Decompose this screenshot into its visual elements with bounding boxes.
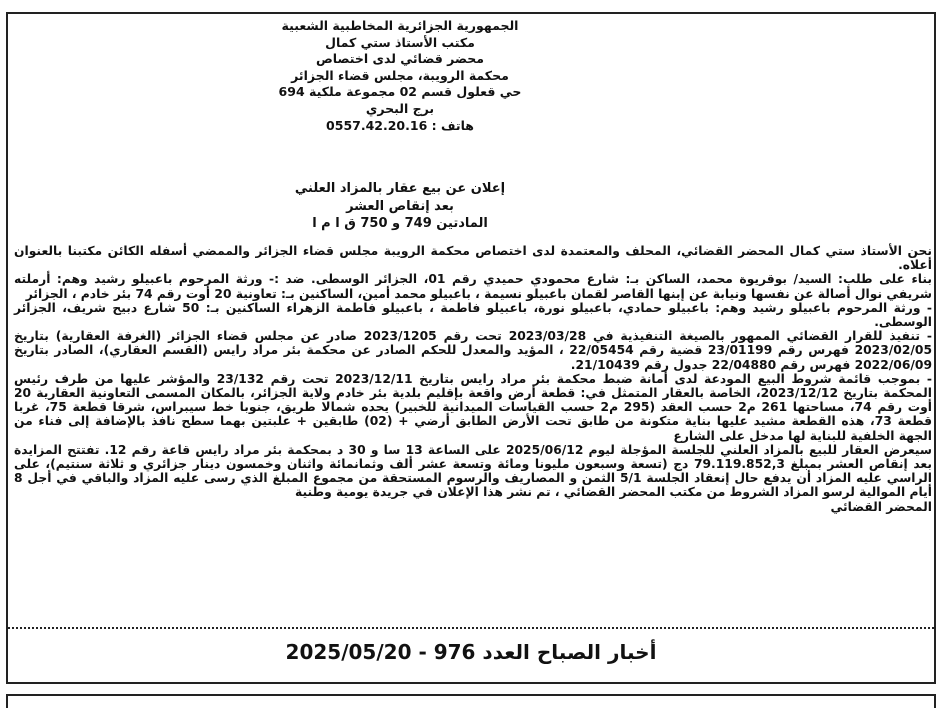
header-line: الجمهورية الجزائرية المخاطبية الشعبية bbox=[281, 18, 519, 33]
notice-title bbox=[250, 180, 550, 233]
title-line: بعد إنقاص العشر bbox=[346, 198, 454, 214]
header-line: هاتف : 0557.42.20.16 bbox=[326, 117, 474, 133]
header-line: برج البحري bbox=[365, 100, 435, 116]
body-paragraph: سيعرض العقار للبيع بالمزاد العلني للجلسة المؤجلة ليوم 2025/06/12 على الساعة 13 سا و 30 د بمحكمة بئر مراد رايس قاعة رقم 12. تفتتح المزايدة بعد إنقاص العشر بمبلغ 79.119.852,3 دج (تسعة وسبعون مليونا ومائة وتسعة عشر ألف وثمانمائة واثنان وخمسون دينار جزائري و ثلاثة سنتيم)، على الراسي عليه المزاد أن يدفع حال إنعقاد الجلسة 5/1 الثمن و المصاريف والرسوم المستحقة من مجموع المبلغ الذي رسى عليه المزاد والباقي في أجل 8 أيام الموالية لرسو المزاد الشروط من مكتب المحضر القضائي ، تم نشر هذا الإعلان في جريدة يومية وطنية bbox=[14, 442, 933, 500]
title-line: إعلان عن بيع عقار بالمزاد العلني bbox=[294, 181, 506, 196]
notice-body bbox=[14, 244, 932, 514]
body-paragraph: نحن الأستاذ ستي كمال المحضر القضائي، المحلف والمعتمدة لدى اختصاص محكمة الرويبة مجلس قضاء الجزائر والممضي أسفله الكائن مكتبنا بالعنوان أعلاه. bbox=[14, 244, 932, 273]
signature-line: المحضر القضائي bbox=[830, 499, 932, 514]
header-line: حي قعلول قسم 02 مجموعة ملكية 694 bbox=[278, 84, 522, 100]
dotted-separator bbox=[8, 627, 934, 629]
office-header bbox=[200, 18, 600, 134]
header-line: محضر قضائي لدى اختصاص bbox=[315, 51, 485, 67]
body-paragraph: - ورثة المرحوم باعبيلو رشيد وهم: باعبيلو حمادي، باعبيلو نورة، باعبيلو فاطمة ، باعبيلو فاطمة الزهراء الساكنين بـ: 50 شارع دبيح شريف، الجزائر الوسطى. bbox=[14, 300, 932, 330]
title-line: المادتين 749 و 750 ق ا م ا bbox=[312, 216, 488, 231]
body-paragraph: بناء على طلب: السيد/ بوقريوة محمد، الساكن بـ: شارع محمودي حميدي رقم 01، الجزائر الوسطى. ضد :- ورثة المرحوم باعبيلو رشيد وهم: أرملته شريفي نوال أصالة عن نفسها ونيابة عن إبنها القاصر لقمان باعبيلو نسيمة ، باعبيلو محمد أمين، الساكنين بـ: تعاونية 20 أوت رقم 74 بئر خادم ، الجزائر bbox=[14, 272, 932, 301]
publication-footer: أخبار الصباح العدد 976 - 2025/05/20 bbox=[285, 640, 657, 664]
body-paragraph: - تنفيذ للقرار القضائي الممهور بالصيغة التنفيذية في 2023/03/28 تحت رقم 2023/1205 صادر عن مجلس قضاء الجزائر (الغرفة العقارية) بتاريخ 2023/02/05 فهرس رقم 23/01199 قضية رقم 22/05454 ، المؤيد والمعدل للحكم الصادر عن محكمة بئر مراد رايس (القسم العقاري)، الصادر بتاريخ 2022/06/09 فهرس رقم 22/04880 جدول رقم 21/10439. bbox=[14, 329, 932, 372]
header-line: محكمة الرويبة، مجلس قضاء الجزائر bbox=[291, 67, 509, 83]
header-line: مكتب الأستاذ ستي كمال bbox=[325, 34, 475, 50]
body-paragraph: - بموجب قائمة شروط البيع المودعة لدى أمانة ضبط محكمة بئر مراد رايس بتاريخ 2023/12/11 تحت رقم 23/132 والمؤشر عليها من طرف رئيس المحكمة بتاريخ 2023/12/12، الخاصة بالعقار المتمثل في: قطعة أرض واقعة بإقليم بلدية بئر خادم ولاية الجزائر، بالمكان المسمى التعاونية العقارية 20 أوت رقم 74، مساحتها 261 م2 حسب العقد (295 م2 حسب القياسات الميدانية للخبير) يحده شمالا طريق، جنوبا خط سيبراس، شرقا قطعة 75، غربا قطعة 73، هذه القطعة مشيد عليها بناية متكونة من طابق تحت الأرض الطابق أرضي + (02) طابقين + علبتين بهما سطح نافذ بالإضافة إلى فناء من الجهة الخلفية للبناية لها مدخل على الشارع bbox=[14, 371, 933, 443]
next-notice-frame bbox=[6, 694, 936, 708]
